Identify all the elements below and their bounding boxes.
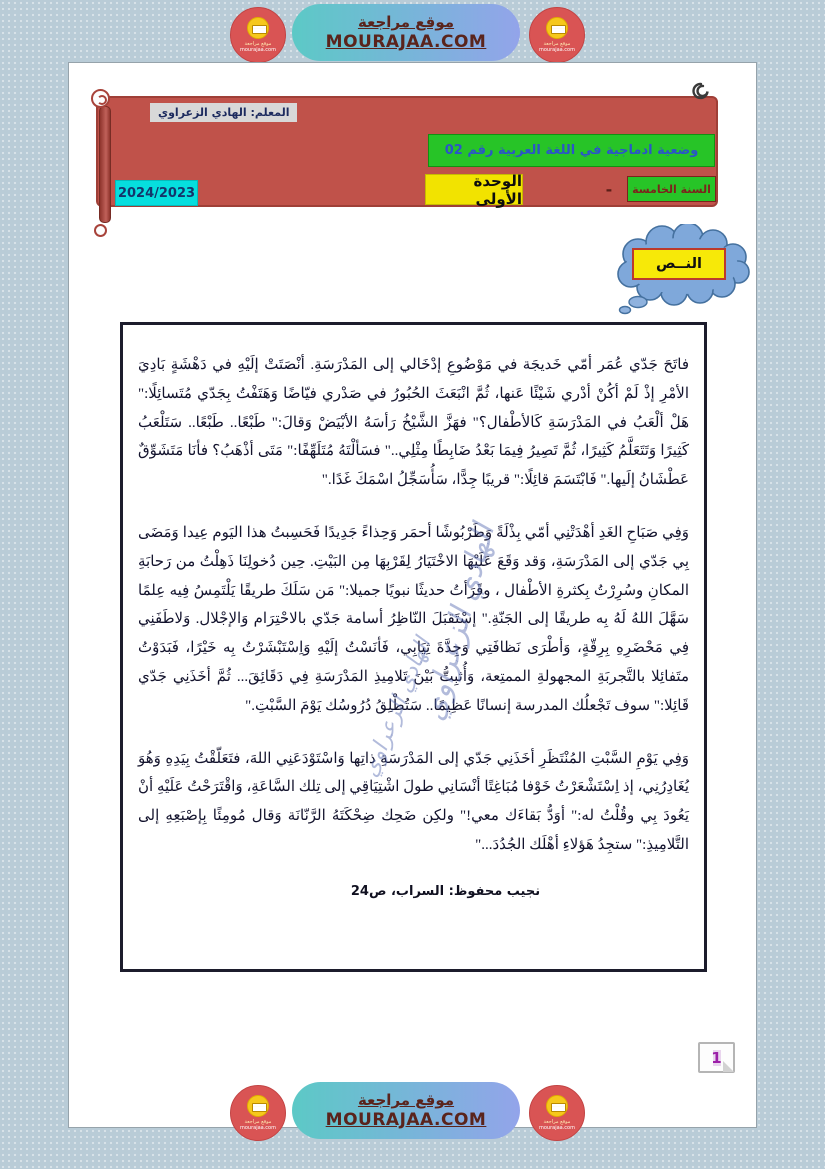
logo-small-arabic: موقع مراجعة bbox=[543, 1119, 571, 1125]
site-title-arabic-link[interactable]: موقع مراجعة bbox=[357, 13, 455, 31]
logo-small-domain: mourajaa.com bbox=[239, 1125, 276, 1131]
unit-badge: الوحدة الأولى bbox=[425, 174, 523, 205]
source-attribution: نجيب محفوظ: السراب، ص24 bbox=[350, 883, 541, 899]
curl-decoration-icon bbox=[94, 224, 107, 237]
school-year-badge: 2024/2023 bbox=[115, 180, 198, 206]
logo-small-domain: mourajaa.com bbox=[239, 47, 276, 53]
separator-dash: - bbox=[605, 179, 613, 199]
site-logo-icon bbox=[529, 1085, 585, 1141]
logo-small-domain: mourajaa.com bbox=[538, 1125, 575, 1131]
page-number-note bbox=[698, 1042, 735, 1073]
grade-badge: السنة الخامسة bbox=[627, 176, 716, 202]
logo-small-arabic: موقع مراجعة bbox=[244, 41, 272, 47]
site-domain-link[interactable]: MOURAJAA.COM bbox=[325, 1110, 487, 1130]
site-banner-pill bbox=[292, 4, 520, 61]
logo-small-domain: mourajaa.com bbox=[538, 47, 575, 53]
section-cloud-callout bbox=[608, 224, 753, 316]
book-logo-icon bbox=[247, 1095, 269, 1117]
site-logo-icon bbox=[529, 7, 585, 63]
site-domain-link[interactable]: MOURAJAA.COM bbox=[325, 32, 487, 52]
curl-decoration-icon bbox=[91, 89, 110, 108]
site-logo-icon bbox=[230, 7, 286, 63]
site-logo-icon bbox=[230, 1085, 286, 1141]
book-logo-icon bbox=[546, 1095, 568, 1117]
signature-watermark: الهادي الزعراوي bbox=[357, 634, 437, 781]
site-title-arabic-link[interactable]: موقع مراجعة bbox=[357, 1091, 455, 1109]
site-banner-pill bbox=[292, 1082, 520, 1139]
header-banner bbox=[96, 96, 718, 207]
parchment-roll-edge bbox=[99, 106, 111, 223]
page-number: 1 bbox=[700, 1044, 733, 1071]
passage-paragraph: فاتَحَ جَدّي عُمَر أمّي خَديجَة في مَوْضُوعِ إدْخَالي إلى المَدْرَسَةِ. أنْصَتَتْ إلَيْهِ في دَهْشَةٍ بَادِيَ الأمْرِ إذْ لَمْ أكُنْ أدْري شَيْئًا عَنها، ثُمَّ انْبَعَثَ الحُبُورُ في صَدْري فيّاضًا وَهَتَفْتُ بِجَدّي مُتَسائِلًا:" هَلْ ألْعَبُ في المَدْرَسَةِ كَالأطْفال؟" فهَزَّ الشَّيْخُ رَأسَهُ الأبْيَضْ وَقالَ:" طَبْعًا.. طَبْعًا.. سَتَلْعَبُ كَثِيرًا وَتَتَعَلَّمُ كَثِيرًا، ثُمَّ تَصِيرُ فِيمَا بَعْدُ ضَابِطًا مِثْلِي.." فسَألْتَهُ مُتَلَهِّفًا:" مَتَى أذْهَبُ؟ فأنَا مَتَشَوِّقٌ عَطْشَانُ إلَيها." فَابْتَسَمَ قائِلًا:" قريبًا جِدًّا، سَأُسَجِّلُ اسْمَكَ غَدًا." bbox=[138, 357, 689, 489]
teacher-name: المعلم: الهادي الزعراوي bbox=[150, 103, 297, 122]
logo-small-arabic: موقع مراجعة bbox=[543, 41, 571, 47]
section-title: النــص bbox=[632, 248, 726, 280]
curl-decoration-icon bbox=[690, 81, 710, 101]
signature-watermark: الهادي الزعراوي bbox=[415, 520, 502, 725]
book-logo-icon bbox=[247, 17, 269, 39]
book-logo-icon bbox=[546, 17, 568, 39]
activity-title: وضعية ادماجية في اللغة العربية رقم 02 bbox=[428, 134, 715, 167]
logo-small-arabic: موقع مراجعة bbox=[244, 1119, 272, 1125]
passage-paragraph: وَفِي يَوْمِ السَّبْتِ المُنْتَظَرِ أخَذَنِي جَدّي إلى المَدْرَسَةِ ذاتِها وَاسْتَوْدَعَنِي اللهَ، فتَعَلّقْتُ بِيَدِهِ وَهُوَ يُغَادِرُنِي، إذ اِسْتَشْعَرْتُ خَوْفا مُبَاغِتًا أنْسَانِي طولَ اشْتِيَاقِي إلى تِلك السَّاعَةِ، وَاقْتَرَحْتُ عَلَيْهِ أنْ يَعُودَ بِي وقُلْتُ له:" أوَدُّ بَقاءَك معي!" ولكِن ضَحِك ضِحْكَتَهُ الرَّنّانَة وَقال مُومِئًا بِإصْبَعِهِ إلى التَّلامِيذِ:" ستجِدُ هَؤلاءِ أهْلَك الجُدُدَ..." bbox=[138, 750, 690, 853]
reading-passage-box bbox=[120, 322, 707, 972]
passage-paragraph: وَفِي صَبَاحِ الغَدِ أهْدَتْنِي أمّي بِذْلَةً وَطَرْبُوشًا أحمَر وَحِذاءً جَدِيدًا فَحَسِبتُ هذا اليَوم عِيدا وَمَضَى بِي جَدّي إلى المَدْرَسَةِ، وَقد وَقَعَ عَلَيْهَا الاخْتَيَارُ لِقَرْبِهَا مِن البَيْتِ. حِين دُخولِنَا ذَهِلْتُ من رَحابَةِ المكانِ وسُرِرْتُ بِكثرةِ الأطْفال ، وقَرَأتُ حديثًا نبويًا جميلا:" مَن سَلَكَ طريقًا يَلْتَمِسُ فِيه عِلمًا سَهَّلَ اللهُ لَهُ بِه طريقًا إلى الجَنّةِ." إسْتَقبَلَ النّاظِرُ أسامة جَدّي بالاحْتِرَام وَالإجْلال. وَلاطَفَنِي فِي مَحْضَرِهِ بِرِقّةٍ، وَأطْرَى نَظافَتِي وَجِدَّةَ ثِيَابِي، فَأنَسْتُ إلَيْهِ وَاِسْتَبْشَرْتُ بِه خَيْرًا، فَبَدَوْتُ متَفائِلا بالتَّجربَةِ المجهولةِ الممتِعة، وَأُثبِتُّ بَيْنَ تَلامِيذِ المَدْرَسَةِ فِي دَقَائِقَ... ثُمَّ أخَذَنِي جَدّي قَائِلا:" سوف تَجْعلُك المدرسة إنسانًا عَظِيمًا.. سَتُطْلِقُ دُرُوسُك يَوْمَ السَّبْتِ." bbox=[138, 524, 689, 714]
